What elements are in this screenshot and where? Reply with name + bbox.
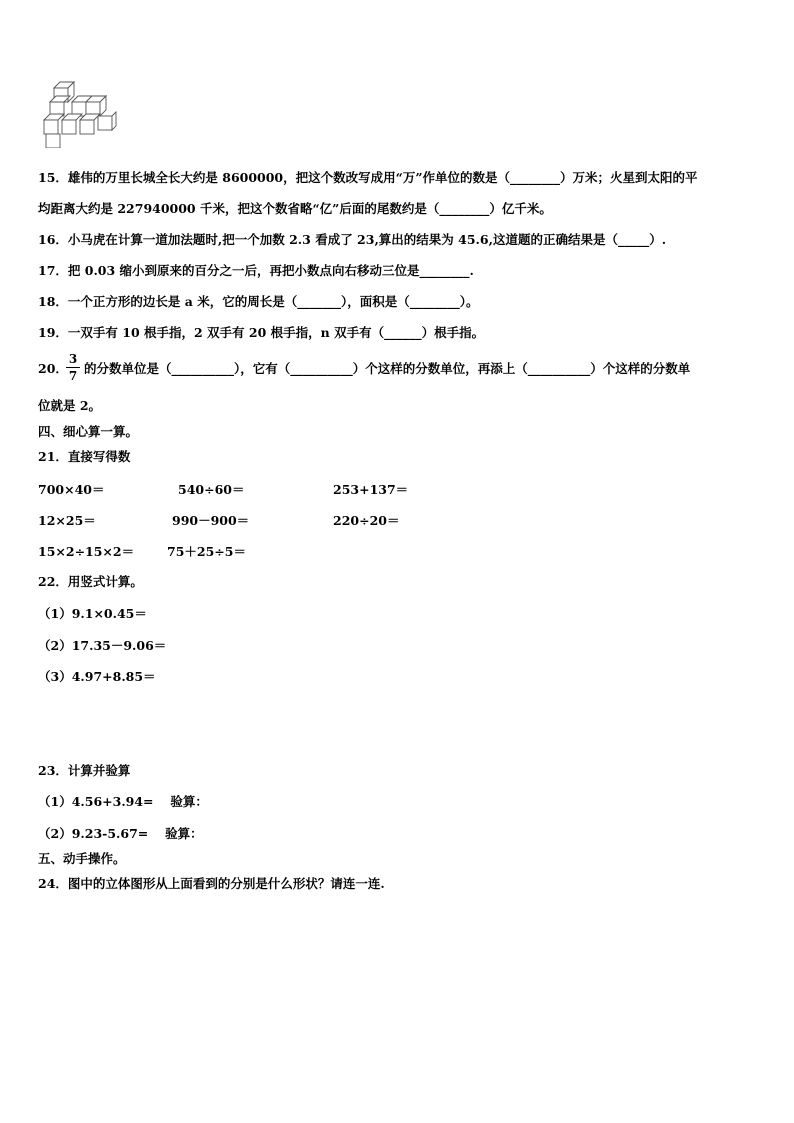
calc-75plus25div5: 75＋25÷5＝ bbox=[167, 544, 246, 559]
calc-12x25: 12×25＝ bbox=[38, 513, 96, 528]
calc-700x40: 700×40＝ bbox=[38, 482, 105, 497]
calc-15x2div15x2: 15×2÷15×2＝ bbox=[38, 544, 135, 559]
question-17: 17．把 0.03 缩小到原来的百分之一后，再把小数点向右移动三位是________. bbox=[38, 263, 474, 278]
section-5-heading: 五、动手操作。 bbox=[38, 851, 126, 866]
question-15-line1: 15．雄伟的万里长城全长大约是 8600000，把这个数改写成用“万”作单位的数是（________）万米；火星到太阳的平 bbox=[38, 170, 698, 185]
question-20-number: 20． bbox=[38, 361, 68, 376]
question-16: 16．小马虎在计算一道加法题时,把一个加数 2.3 看成了 23,算出的结果为 45.6,这道题的正确结果是（_____）. bbox=[38, 232, 667, 247]
calc-253plus137: 253+137＝ bbox=[333, 482, 409, 497]
calc-540div60: 540÷60＝ bbox=[178, 482, 245, 497]
verify-calc-2: （2）9.23-5.67= 验算： bbox=[38, 826, 203, 841]
cube-stack-figure bbox=[40, 76, 120, 148]
question-20-line2: 位就是 2。 bbox=[38, 398, 102, 413]
section-4-heading: 四、细心算一算。 bbox=[38, 424, 139, 439]
calc-220div20: 220÷20＝ bbox=[333, 513, 400, 528]
fraction-three-sevenths bbox=[66, 352, 80, 383]
question-20-text: 的分数单位是（__________），它有（__________）个这样的分数单位，再添上（__________）个这样的分数单 bbox=[84, 361, 691, 376]
question-24: 24．图中的立体图形从上面看到的分别是什么形状？请连一连. bbox=[38, 876, 385, 891]
vertical-calc-1: （1）9.1×0.45＝ bbox=[38, 606, 147, 621]
fraction-numerator: 3 bbox=[68, 352, 78, 366]
fraction-denominator: 7 bbox=[68, 369, 78, 383]
vertical-calc-3: （3）4.97+8.85＝ bbox=[38, 669, 156, 684]
question-18: 18．一个正方形的边长是 a 米，它的周长是（_______），面积是（________）。 bbox=[38, 294, 479, 309]
question-23: 23．计算并验算 bbox=[38, 763, 131, 778]
verify-calc-1: （1）4.56+3.94= 验算： bbox=[38, 794, 208, 809]
calc-990minus900: 990－900＝ bbox=[172, 513, 250, 528]
question-19: 19．一双手有 10 根手指，2 双手有 20 根手指，n 双手有（______）根手指。 bbox=[38, 325, 485, 340]
question-21: 21．直接写得数 bbox=[38, 449, 131, 464]
question-15-line2: 均距离大约是 227940000 千米，把这个数省略“亿”后面的尾数约是（________）亿千米。 bbox=[38, 201, 552, 216]
question-22: 22．用竖式计算。 bbox=[38, 574, 143, 589]
vertical-calc-2: （2）17.35－9.06＝ bbox=[38, 638, 167, 653]
